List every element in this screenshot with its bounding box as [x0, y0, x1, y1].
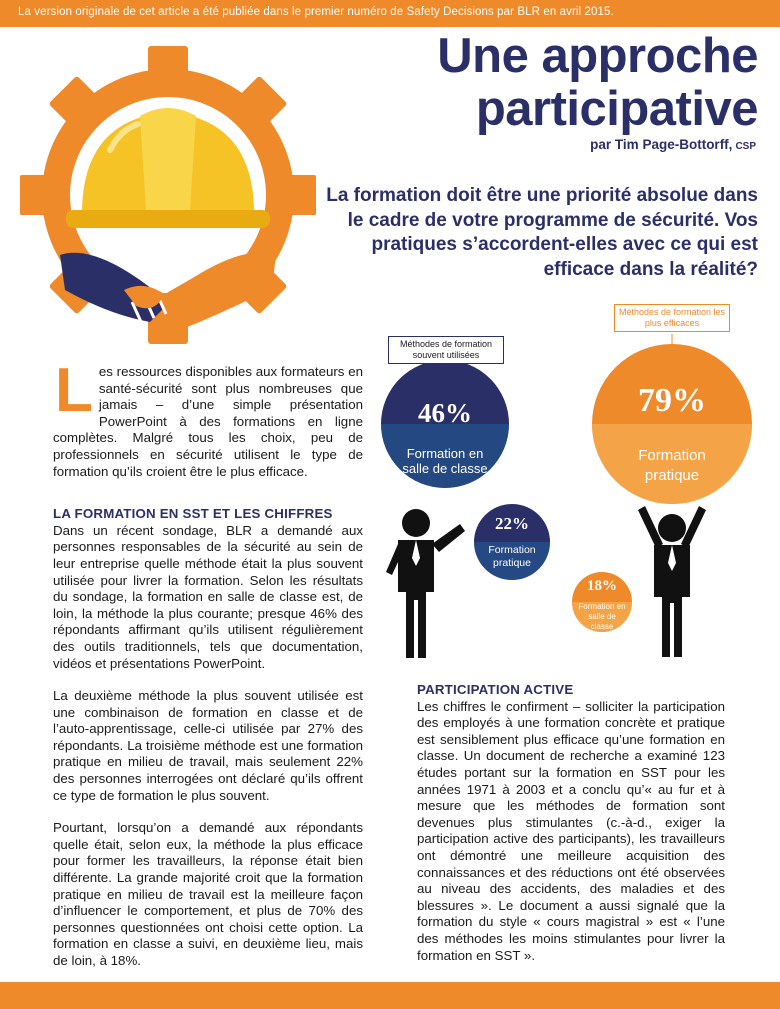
- stat-label-practical-used: Formation pratique: [488, 544, 536, 569]
- person-holding-figure-left: [386, 509, 465, 658]
- bottom-banner: [0, 982, 780, 1009]
- drop-cap: L: [55, 356, 93, 425]
- survey-infographic: [370, 300, 770, 670]
- author-credential: CSP: [735, 141, 756, 152]
- stat-value-practical-used: 22%: [495, 514, 529, 533]
- intro-paragraph: [53, 356, 363, 480]
- author-byline: [590, 137, 756, 152]
- label-methods-effective: Méthodes de formation les plus efficaces: [614, 304, 730, 332]
- safety-gear-helmet-handshake-logo: [20, 40, 316, 350]
- section-heading-participation: PARTICIPATION ACTIVE: [417, 682, 574, 697]
- section1-paragraph-1: Dans un récent sondage, BLR a demandé aux personnes responsables de la sécurité au sein de leur entreprise quelle méthode était la plus souvent utilisée pour livrer la formation. Selon les résultats du sondage, la formation en salle de classe est, de loin, la méthode la plus courante; presque 46% des répondants affirmant qu’ils utilisent régulièrement des outils traditionnels, tels que documentation, vidéos et présentations PowerPoint.: [53, 522, 363, 671]
- article-column-right: [417, 682, 725, 964]
- article-title: Une approche participative: [437, 29, 758, 136]
- publication-notice: La version originale de cet article a été publiée dans le premier numéro de Safety Decisions par BLR en avril 2015.: [18, 6, 614, 18]
- stat-label-practical-effective: Formation pratique: [638, 447, 706, 484]
- section-heading-numbers: LA FORMATION EN SST ET LES CHIFFRES: [53, 506, 333, 522]
- article-column-left: [53, 356, 363, 986]
- intro-text: es ressources disponibles aux formateurs en santé-sécurité sont plus nombreuses que jamais – d’une simple présentation PowerPoint à des formations en ligne complètes. Malgré tous les choix, peu de professionnels en sécurité utilisent le type de formation qu’ils croient être le plus efficace.: [53, 364, 363, 479]
- section1-paragraph-2: La deuxième méthode la plus souvent utilisée est une combinaison de formation en classe et de l’auto-apprentissage, celle-ci utilisée par 27% des répondants. La troisième méthode est une formation pratique en milieu de travail, mais seulement 22% des personnes interrogées ont déclaré qu’ils offrent ce type de formation le plus souvent.: [53, 688, 363, 803]
- stat-value-classroom-used: 46%: [418, 398, 472, 428]
- section1-paragraph-3: Pourtant, lorsqu’on a demandé aux répondants quelle était, selon eux, la méthode la plus efficace pour former les travailleurs, la réponse était bien différente. La grande majorité croit que la formation pratique en milieu de travail est la meilleure façon d’influencer le comportement, et plus de 70% des personnes questionnées ont choisi cette option. La formation en classe a suivi, en deuxième lieu, mais de loin, à 18%.: [53, 820, 363, 968]
- person-holding-figure-right: [638, 506, 706, 657]
- label-methods-used: Méthodes de formation souvent utilisées: [388, 336, 504, 364]
- section2-paragraph: Les chiffres le confirment – solliciter la participation des employés à une formation concrète et pratique est sensiblement plus efficace qu’une formation en classe. Un document de recherche a examiné 123 études portant sur la formation en SST pour les années 1971 à 2003 et a conclu qu’« au fur et à mesure que les méthodes de formation sont devenues plus stimulantes (c.-à-d., exiger la participation active des participants), les travailleurs ont démontré une meilleure acquisition des connaissances et des réductions ont été observées au niveau des accidents, des maladies et des blessures ». Le document a aussi signalé que la formation du style « cours magistral » est « l’une des méthodes les moins stimulantes pour livrer la formation en SST ».: [417, 698, 725, 963]
- stat-value-practical-effective: 79%: [638, 382, 706, 419]
- author-name: par Tim Page-Bottorff,: [590, 137, 733, 152]
- article-lede: La formation doit être une priorité absolue dans le cadre de votre programme de sécurité. Vos pratiques s’accordent-elles avec ce qui est efficace dans la réalité?: [326, 185, 758, 280]
- top-banner: [0, 0, 780, 27]
- stat-value-classroom-effective: 18%: [587, 578, 617, 594]
- stat-label-classroom-effective: Formation en salle de classe: [578, 602, 626, 631]
- stat-label-classroom-used: Formation en salle de classe: [402, 446, 488, 476]
